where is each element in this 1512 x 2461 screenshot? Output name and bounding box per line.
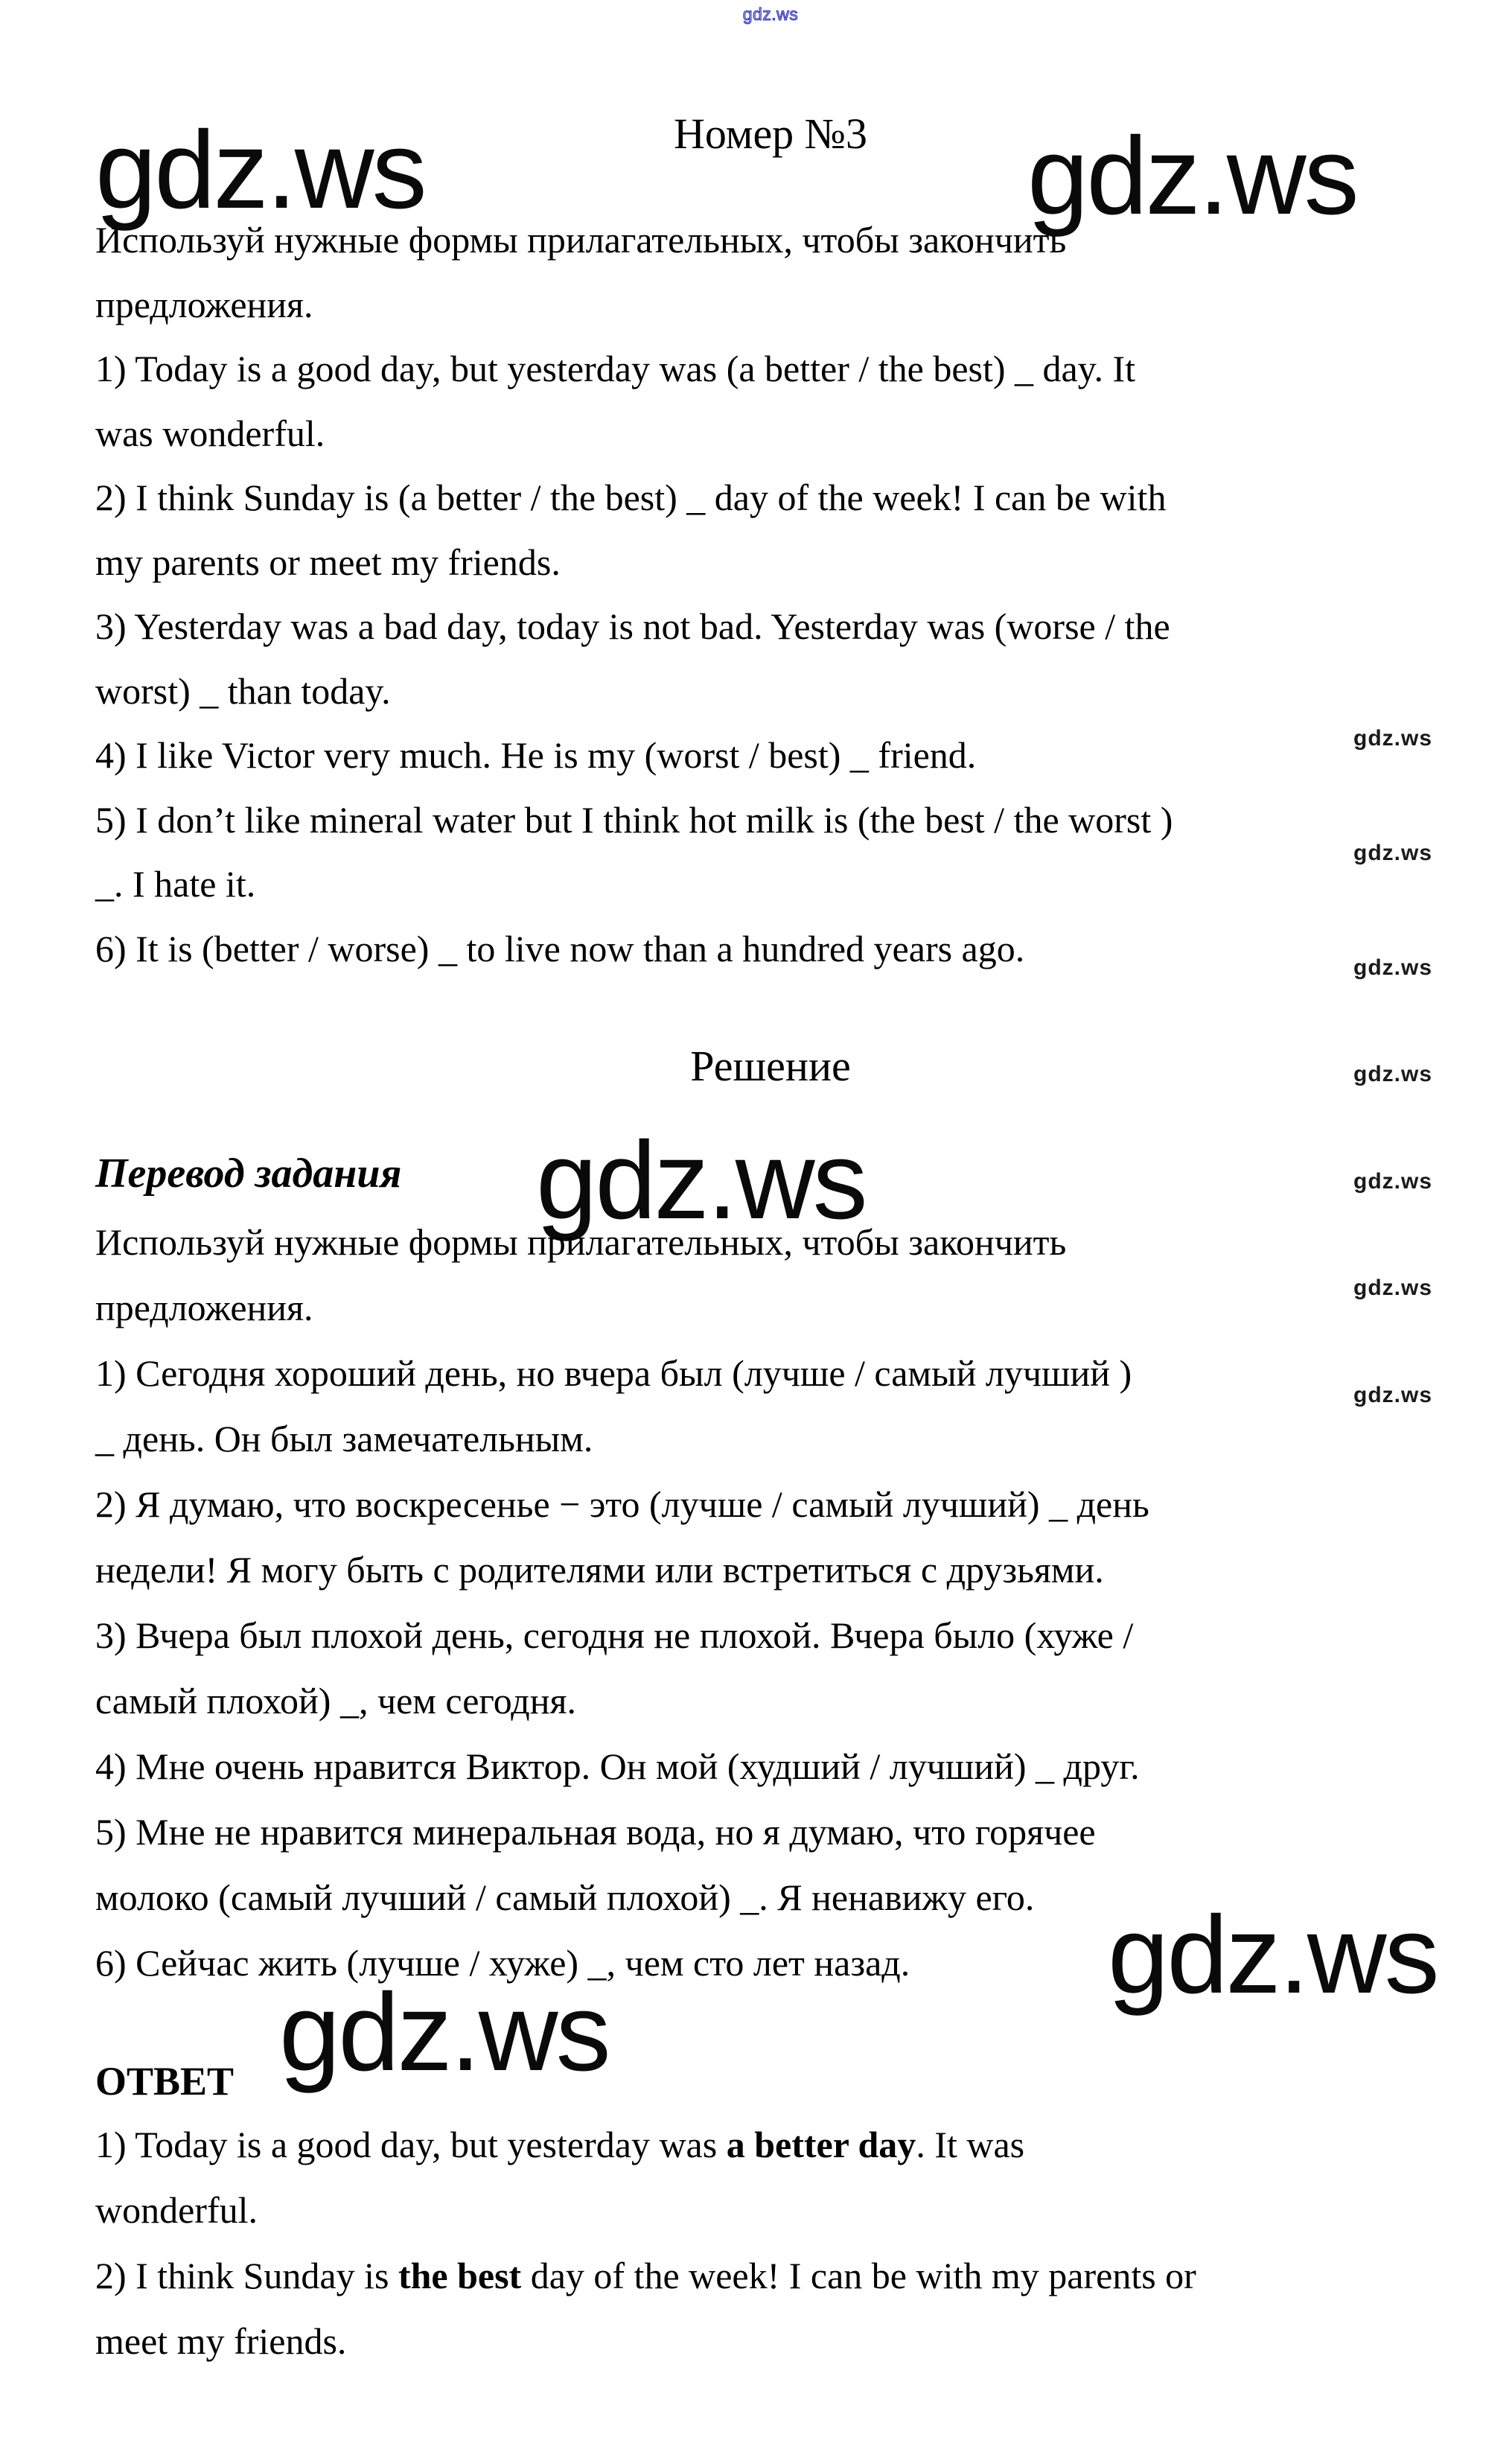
watermark-top-right: gdz.ws — [1027, 115, 1357, 238]
answer-line: wonderful. — [95, 2189, 258, 2231]
watermark-margin-2: gdz.ws — [1353, 841, 1433, 865]
task-item-line: 5) I don’t like mineral water but I think hot milk is (the best / the worst ) — [95, 798, 1173, 841]
task-item-line: 4) I like Victor very much. He is my (worst / best) _ friend. — [95, 734, 977, 776]
translation-item-line: молоко (самый лучший / самый плохой) _. Я ненавижу его. — [95, 1876, 1035, 1918]
watermark-top-blue: gdz.ws — [742, 4, 799, 24]
answer-line: meet my friends. — [95, 2320, 347, 2362]
watermark-middle: gdz.ws — [536, 1119, 866, 1242]
translation-heading: Перевод задания — [95, 1150, 402, 1197]
task-item-line: worst) _ than today. — [95, 669, 391, 712]
translation-item-line: _ день. Он был замечательным. — [95, 1418, 593, 1459]
task-item-line: was wonderful. — [95, 412, 325, 454]
answer-text: 1) Today is a good day, but yesterday was — [95, 2124, 727, 2165]
task-intro-line: Используй нужные формы прилагательных, чтобы закончить — [95, 219, 1067, 261]
watermark-margin-5: gdz.ws — [1353, 1169, 1433, 1194]
watermark-margin-6: gdz.ws — [1353, 1276, 1433, 1300]
translation-item-line: 2) Я думаю, что воскресенье − это (лучше / самый лучший) _ день — [95, 1483, 1149, 1525]
watermark-margin-1: gdz.ws — [1353, 726, 1433, 751]
task-section — [95, 208, 1435, 981]
watermark-top-left: gdz.ws — [95, 109, 425, 232]
answer-heading: ОТВЕТ — [95, 2059, 235, 2104]
watermark-margin-3: gdz.ws — [1353, 955, 1433, 980]
translation-intro-line: предложения. — [95, 1287, 313, 1328]
translation-item-line: 1) Сегодня хороший день, но вчера был (лучше / самый лучший ) — [95, 1352, 1132, 1394]
watermark-margin-7: gdz.ws — [1353, 1383, 1433, 1407]
translation-item-line: 6) Сейчас жить (лучше / хуже) _, чем сто лет назад. — [95, 1942, 910, 1984]
translation-item-line: самый плохой) _, чем сегодня. — [95, 1680, 576, 1722]
solution-heading: Решение — [690, 1042, 851, 1090]
answer-bold-choice: a better day — [726, 2124, 916, 2165]
page-title: Номер №3 — [673, 109, 868, 158]
watermark-bottom-left: gdz.ws — [279, 1971, 609, 2094]
answer-bold-choice: the best — [398, 2255, 522, 2296]
answer-text: 2) I think Sunday is — [95, 2255, 398, 2296]
watermark-bottom-right: gdz.ws — [1108, 1894, 1438, 2016]
answer-line — [95, 2243, 1435, 2308]
translation-item-line: 3) Вчера был плохой день, сегодня не плохой. Вчера было (хуже / — [95, 1614, 1134, 1656]
answer-line — [95, 2112, 1435, 2177]
task-intro-line: предложения. — [95, 283, 313, 325]
answer-section — [95, 2112, 1435, 2374]
task-item-line: 2) I think Sunday is (a better / the best) _ day of the week! I can be with — [95, 477, 1167, 518]
answer-text: . It was — [916, 2124, 1025, 2165]
translation-item-line: 4) Мне очень нравится Виктор. Он мой (худший / лучший) _ друг. — [95, 1745, 1140, 1787]
translation-item-line: 5) Мне не нравится минеральная вода, но я думаю, что горячее — [95, 1811, 1096, 1853]
task-item-line: _. I hate it. — [95, 863, 256, 905]
task-item-line: 3) Yesterday was a bad day, today is not bad. Yesterday was (worse / the — [95, 605, 1170, 647]
watermark-margin-4: gdz.ws — [1353, 1062, 1433, 1086]
task-item-line: 1) Today is a good day, but yesterday was (a better / the best) _ day. It — [95, 348, 1136, 389]
translation-section — [95, 1209, 1435, 1996]
answer-text: day of the week! I can be with my parents or — [521, 2255, 1196, 2296]
translation-item-line: недели! Я могу быть с родителями или встретиться с друзьями. — [95, 1549, 1104, 1591]
task-item-line: 6) It is (better / worse) _ to live now than a hundred years ago. — [95, 927, 1025, 970]
translation-intro-line: Используй нужные формы прилагательных, чтобы закончить — [95, 1221, 1067, 1263]
task-item-line: my parents or meet my friends. — [95, 541, 561, 583]
